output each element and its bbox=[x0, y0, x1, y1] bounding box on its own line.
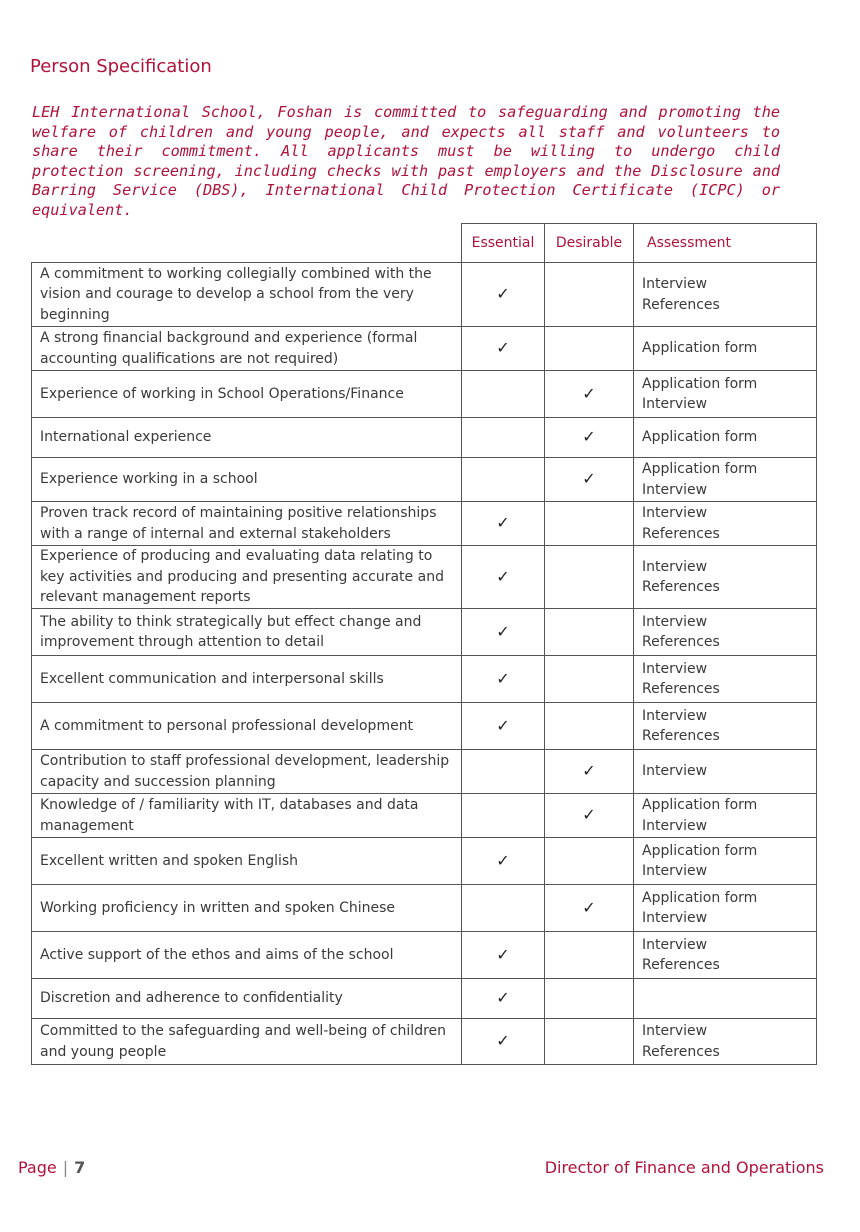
desirable-cell bbox=[545, 418, 634, 458]
assessment-method: Application form bbox=[642, 340, 758, 357]
check-icon: ✓ bbox=[496, 513, 510, 533]
assessment-cell bbox=[634, 418, 817, 458]
check-icon: ✓ bbox=[496, 850, 510, 870]
essential-cell bbox=[462, 656, 545, 703]
check-icon: ✓ bbox=[496, 668, 510, 688]
desirable-cell bbox=[545, 885, 634, 932]
essential-cell bbox=[462, 703, 545, 750]
assessment-method: References bbox=[642, 296, 720, 313]
check-icon: ✓ bbox=[582, 469, 596, 489]
criterion-cell: A strong financial background and experience (formal accounting qualifications are not required) bbox=[32, 327, 462, 371]
essential-cell bbox=[462, 1019, 545, 1065]
assessment-method: Interview bbox=[642, 276, 708, 292]
table-row bbox=[32, 458, 817, 502]
assessment-method: Interview bbox=[642, 863, 708, 879]
essential-cell bbox=[462, 418, 545, 458]
table-row bbox=[32, 794, 817, 838]
criterion-cell: Working proficiency in written and spoken Chinese bbox=[32, 885, 462, 932]
criterion-cell: Proven track record of maintaining positive relationships with a range of internal and external stakeholders bbox=[32, 502, 462, 546]
criterion-cell: The ability to think strategically but effect change and improvement through attention to detail bbox=[32, 609, 462, 656]
document-title-footer: Director of Finance and Operations bbox=[544, 1158, 824, 1177]
desirable-cell bbox=[545, 609, 634, 656]
assessment-method: Interview bbox=[642, 936, 708, 953]
assessment-method: Interview bbox=[642, 505, 708, 521]
table-row bbox=[32, 703, 817, 750]
assessment-cell bbox=[634, 371, 817, 418]
page-number-footer bbox=[18, 1158, 85, 1177]
check-icon: ✓ bbox=[496, 566, 510, 586]
table-row bbox=[32, 838, 817, 885]
assessment-cell bbox=[634, 885, 817, 932]
assessment-cell bbox=[634, 794, 817, 838]
essential-cell bbox=[462, 263, 545, 327]
criterion-cell: Experience working in a school bbox=[32, 458, 462, 502]
desirable-cell bbox=[545, 327, 634, 371]
page-number: 7 bbox=[74, 1158, 86, 1177]
table-row bbox=[32, 263, 817, 327]
table-row bbox=[32, 546, 817, 609]
table-row bbox=[32, 750, 817, 794]
assessment-method: Interview bbox=[642, 763, 708, 780]
assessment-method: References bbox=[642, 681, 720, 697]
safeguarding-statement: LEH International School, Foshan is committed to safeguarding and promoting the welfare of children and young people, and expects all staff and volunteers to share their commitment. All applicants must be willing to undergo child protection screening, including checks with past employers and the Disclosure and Barring Service (DBS), International Child Protection Certificate (ICPC) or equivalent. bbox=[32, 103, 780, 219]
essential-cell bbox=[462, 609, 545, 656]
assessment-cell bbox=[634, 750, 817, 794]
assessment-cell bbox=[634, 327, 817, 371]
assessment-method: References bbox=[642, 728, 720, 744]
table-row bbox=[32, 932, 817, 979]
assessment-method: Interview bbox=[642, 396, 708, 412]
criterion-header-blank bbox=[32, 224, 462, 263]
assessment-method: References bbox=[642, 1043, 720, 1060]
criterion-cell: International experience bbox=[32, 418, 462, 458]
criterion-cell: A commitment to personal professional development bbox=[32, 703, 462, 750]
desirable-header: Desirable bbox=[545, 224, 634, 263]
desirable-cell bbox=[545, 979, 634, 1019]
essential-cell bbox=[462, 979, 545, 1019]
check-icon: ✓ bbox=[496, 715, 510, 735]
criterion-cell: Experience of working in School Operations/Finance bbox=[32, 371, 462, 418]
assessment-method: Interview bbox=[642, 558, 708, 575]
person-specification-table bbox=[31, 223, 817, 1065]
check-icon: ✓ bbox=[496, 284, 510, 304]
check-icon: ✓ bbox=[496, 621, 510, 641]
table-row bbox=[32, 1019, 817, 1065]
desirable-cell bbox=[545, 263, 634, 327]
desirable-cell bbox=[545, 838, 634, 885]
check-icon: ✓ bbox=[582, 383, 596, 403]
essential-cell bbox=[462, 885, 545, 932]
desirable-cell bbox=[545, 703, 634, 750]
assessment-cell bbox=[634, 546, 817, 609]
table-body bbox=[32, 263, 817, 1065]
criterion-cell: Knowledge of / familiarity with IT, databases and data management bbox=[32, 794, 462, 838]
assessment-method: Application form bbox=[642, 842, 758, 859]
criterion-cell: Contribution to staff professional development, leadership capacity and succession planning bbox=[32, 750, 462, 794]
assessment-method: Application form bbox=[642, 461, 758, 477]
table-row bbox=[32, 656, 817, 703]
check-icon: ✓ bbox=[582, 761, 596, 781]
criterion-cell: Committed to the safeguarding and well-being of children and young people bbox=[32, 1019, 462, 1065]
assessment-cell bbox=[634, 656, 817, 703]
check-icon: ✓ bbox=[496, 944, 510, 964]
page-separator: | bbox=[62, 1158, 69, 1177]
criterion-cell: Discretion and adherence to confidentiality bbox=[32, 979, 462, 1019]
check-icon: ✓ bbox=[496, 1031, 510, 1051]
check-icon: ✓ bbox=[582, 427, 596, 447]
assessment-method: References bbox=[642, 957, 720, 973]
table-row bbox=[32, 502, 817, 546]
assessment-cell bbox=[634, 838, 817, 885]
essential-cell bbox=[462, 838, 545, 885]
assessment-cell bbox=[634, 609, 817, 656]
desirable-cell bbox=[545, 750, 634, 794]
assessment-cell bbox=[634, 1019, 817, 1065]
assessment-method: Interview bbox=[642, 707, 708, 724]
assessment-cell bbox=[634, 979, 817, 1019]
check-icon: ✓ bbox=[496, 988, 510, 1008]
criterion-cell: Excellent communication and interpersonal skills bbox=[32, 656, 462, 703]
assessment-cell bbox=[634, 932, 817, 979]
desirable-cell bbox=[545, 932, 634, 979]
check-icon: ✓ bbox=[582, 805, 596, 825]
desirable-cell bbox=[545, 502, 634, 546]
assessment-method: Interview bbox=[642, 1023, 708, 1039]
criterion-cell: Excellent written and spoken English bbox=[32, 838, 462, 885]
table-row bbox=[32, 885, 817, 932]
desirable-cell bbox=[545, 371, 634, 418]
check-icon: ✓ bbox=[496, 338, 510, 358]
desirable-cell bbox=[545, 458, 634, 502]
criterion-cell: Experience of producing and evaluating data relating to key activities and producing and presenting accurate and relevant management reports bbox=[32, 546, 462, 609]
desirable-cell bbox=[545, 656, 634, 703]
essential-cell bbox=[462, 371, 545, 418]
assessment-cell bbox=[634, 502, 817, 546]
assessment-method: Interview bbox=[642, 481, 708, 498]
check-icon: ✓ bbox=[582, 897, 596, 917]
desirable-cell bbox=[545, 794, 634, 838]
essential-cell bbox=[462, 546, 545, 609]
table-row bbox=[32, 371, 817, 418]
desirable-cell bbox=[545, 1019, 634, 1065]
table-row bbox=[32, 609, 817, 656]
table-header-row bbox=[32, 224, 817, 263]
assessment-method: Interview bbox=[642, 613, 708, 630]
essential-cell bbox=[462, 327, 545, 371]
page-label: Page bbox=[18, 1158, 57, 1177]
assessment-method: References bbox=[642, 634, 720, 650]
assessment-method: Interview bbox=[642, 817, 708, 834]
essential-cell bbox=[462, 932, 545, 979]
page-heading: Person Specification bbox=[30, 56, 212, 77]
assessment-method: References bbox=[642, 525, 720, 542]
assessment-cell bbox=[634, 458, 817, 502]
essential-cell bbox=[462, 458, 545, 502]
assessment-method: Application form bbox=[642, 889, 758, 906]
table-row bbox=[32, 979, 817, 1019]
essential-cell bbox=[462, 750, 545, 794]
assessment-cell bbox=[634, 703, 817, 750]
essential-cell bbox=[462, 502, 545, 546]
assessment-method: Interview bbox=[642, 660, 708, 677]
essential-cell bbox=[462, 794, 545, 838]
assessment-method: Application form bbox=[642, 375, 758, 392]
assessment-method: Application form bbox=[642, 797, 758, 813]
assessment-method: Interview bbox=[642, 910, 708, 926]
criterion-cell: A commitment to working collegially combined with the vision and courage to develop a school from the very beginning bbox=[32, 263, 462, 327]
assessment-method: References bbox=[642, 579, 720, 595]
table-row bbox=[32, 418, 817, 458]
criterion-cell: Active support of the ethos and aims of the school bbox=[32, 932, 462, 979]
assessment-cell bbox=[634, 263, 817, 327]
essential-header: Essential bbox=[462, 224, 545, 263]
assessment-method: Application form bbox=[642, 429, 758, 446]
assessment-header: Assessment bbox=[634, 224, 817, 263]
desirable-cell bbox=[545, 546, 634, 609]
table-row bbox=[32, 327, 817, 371]
